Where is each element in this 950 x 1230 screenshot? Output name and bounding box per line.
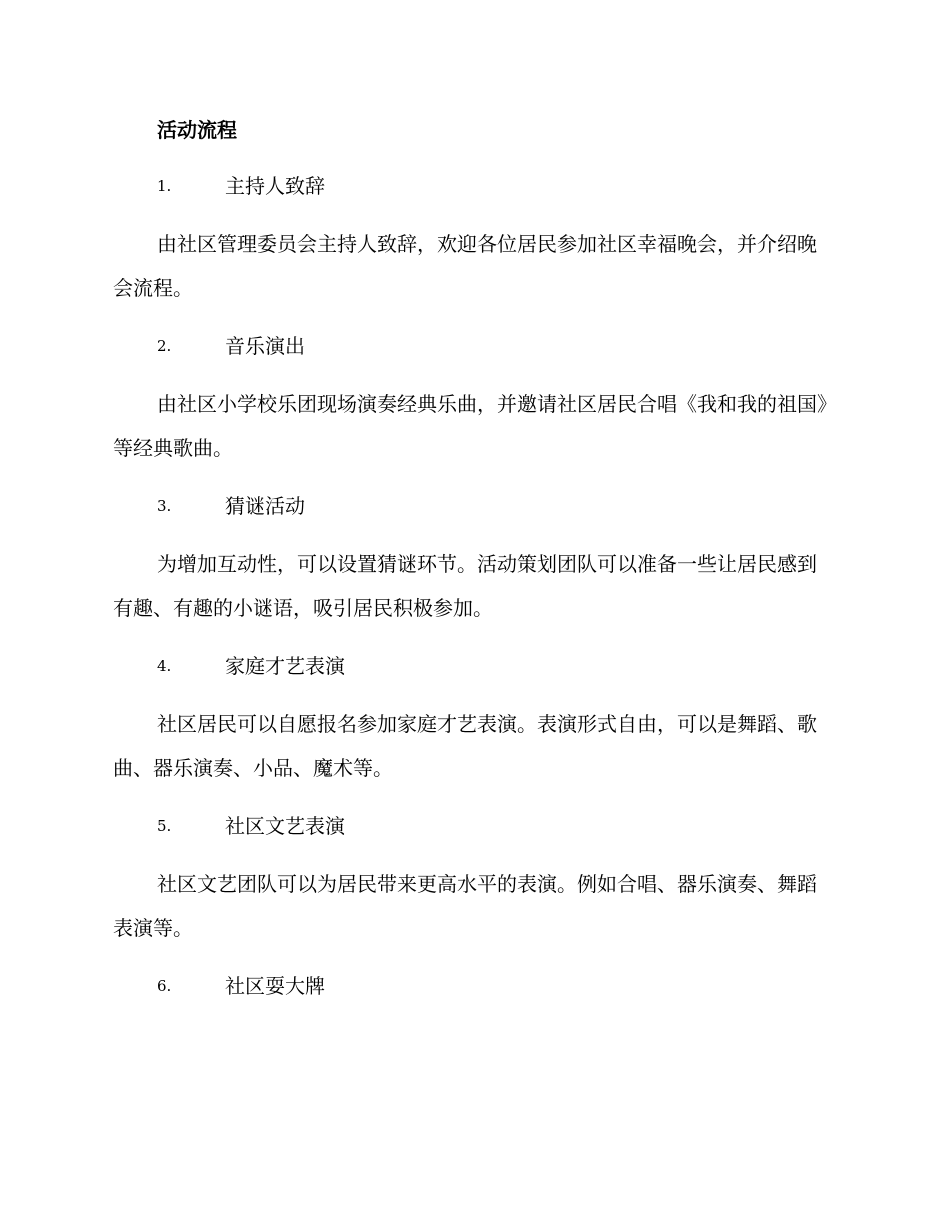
item-description: 社区文艺团队可以为居民带来更高水平的表演。例如合唱、器乐演奏、舞蹈表演等。: [113, 872, 817, 940]
item-number: 3.: [157, 497, 172, 515]
item-title: 音乐演出: [225, 334, 305, 358]
item-number: 6.: [157, 977, 172, 995]
item-description: 由社区小学校乐团现场演奏经典乐曲，并邀请社区居民合唱《我和我的祖国》等经典歌曲。: [113, 392, 827, 460]
item-number: 5.: [157, 817, 172, 835]
item-description: 社区居民可以自愿报名参加家庭才艺表演。表演形式自由，可以是舞蹈、歌曲、器乐演奏、小品、魔术等。: [113, 712, 817, 780]
item-title: 社区耍大牌: [225, 974, 325, 998]
item-title: 社区文艺表演: [225, 814, 345, 838]
item-title: 家庭才艺表演: [225, 654, 345, 678]
item-number: 4.: [157, 657, 172, 675]
item-number: 2.: [157, 337, 172, 355]
item-description: 为增加互动性，可以设置猜谜环节。活动策划团队可以准备一些让居民感到有趣、有趣的小谜语，吸引居民积极参加。: [113, 552, 817, 620]
item-title: 猜谜活动: [225, 494, 305, 518]
section-heading: 活动流程: [157, 118, 237, 142]
item-number: 1.: [157, 177, 172, 195]
item-description: 由社区管理委员会主持人致辞，欢迎各位居民参加社区幸福晚会，并介绍晚会流程。: [113, 232, 817, 300]
item-title: 主持人致辞: [225, 174, 325, 198]
